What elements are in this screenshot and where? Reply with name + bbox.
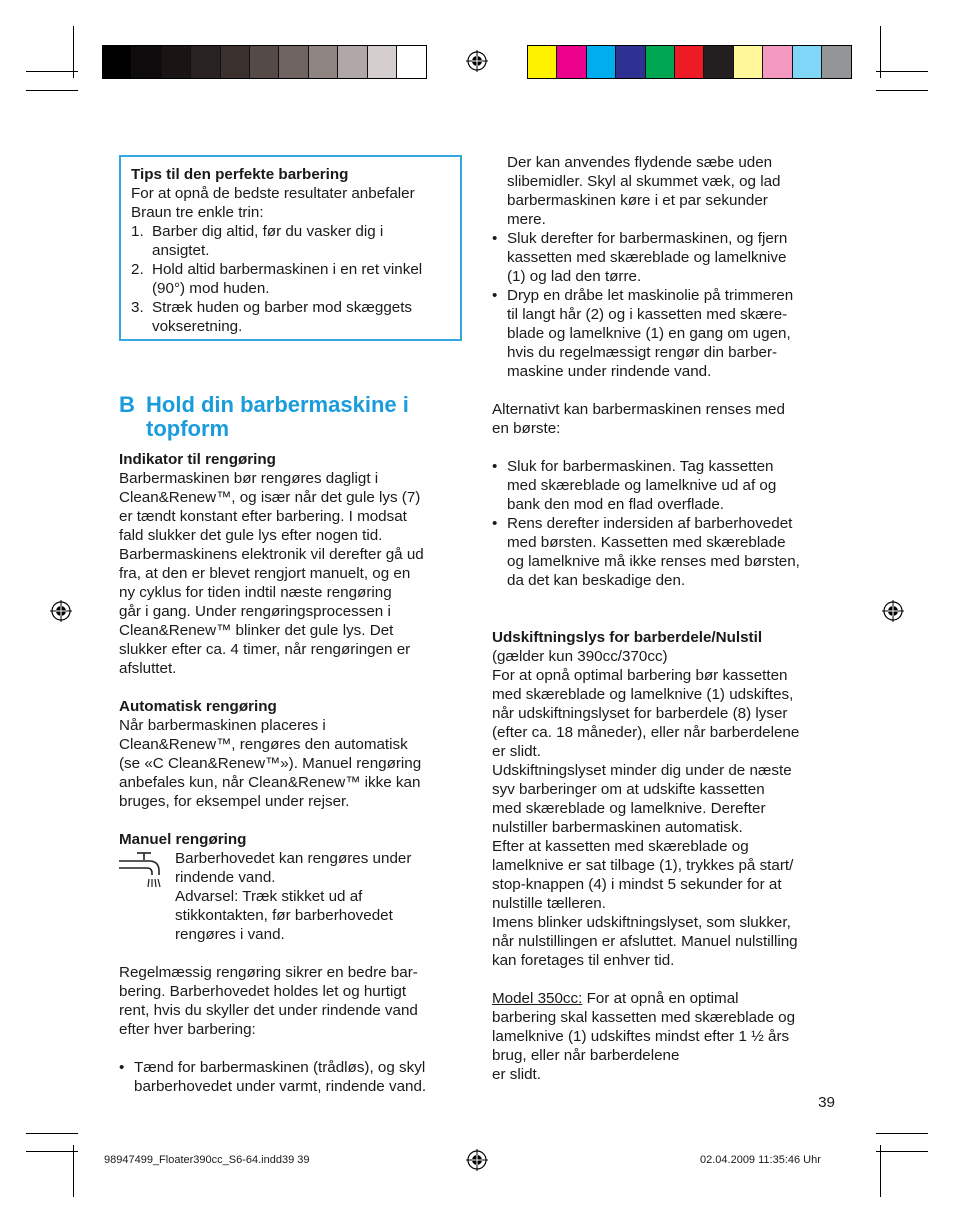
tips-box [119,155,462,341]
text-line: nulstiller barbermaskinen automatisk. [492,819,743,836]
bullet-line: blade og lamelknive (1) en gang om ugen, [507,325,791,342]
tips-step [131,260,450,298]
right-bullet-list-b [492,457,837,590]
bullet-line: • Sluk for barbermaskinen. Tag kassetten [507,458,774,475]
alternative-text [492,400,837,438]
color-swatch [763,46,792,78]
footer-date: 02.04.2009 11:35:46 Uhr [700,1154,821,1166]
text-line: er slidt. [492,1066,541,1083]
color-swatch [793,46,822,78]
text-line: Advarsel: Træk stikket ud af [175,888,363,905]
color-swatch [704,46,733,78]
bullet-line: • Dryp en dråbe let maskinolie på trimmeren [507,287,794,304]
bullet-line: • Sluk derefter for barbermaskinen, og fjern [507,230,788,247]
text-line: (gælder kun 390cc/370cc) [492,648,668,665]
registration-mark-icon [50,600,72,622]
gray-swatch [397,46,426,78]
left-bullet-list [119,1058,464,1096]
text-line: bruges, for eksempel under rejser. [119,793,350,810]
text-line: Clean&Renew™, rengøres den automatisk [119,736,408,753]
bullet-line: kassetten med skæreblade og lamelknive [507,249,787,266]
text-line: lamelknive (1) udskiftes mindst efter 1 ½ års [492,1028,790,1045]
gray-swatch [309,46,338,78]
text-line: For at opnå optimal barbering bør kassetten [492,667,788,684]
udskift-text [492,647,837,970]
crop-mark [26,1151,78,1152]
right-bullet-list-a [492,229,837,381]
model-text [492,1008,837,1084]
tips-steps [131,222,450,336]
tips-intro [131,184,450,222]
section-title-line: topform [146,416,230,441]
color-swatch [528,46,557,78]
automatisk-text [119,716,464,811]
text-line: bering. Barberhovedet holdes let og hurtigt [119,983,407,1000]
bullet-line: hvis du regelmæssigt rengør din barber- [507,344,778,361]
udskift-title: Udskiftningslys for barberdele/Nulstil [492,629,763,646]
text-line: Barberhovedet kan rengøres under [175,850,412,867]
bullet-line: da det kan beskadige den. [507,572,686,589]
step-line: Hold altid barbermaskinen i en ret vinkel [152,261,423,278]
text-line: (efter ca. 18 måneder), eller når barberdelene [492,724,800,741]
text-line: Barbermaskinen bør rengøres dagligt i [119,470,379,487]
text-line: slibemidler. Skyl al skummet væk, og lad [507,173,781,190]
text-line: Clean&Renew™ blinker det gule lys. Det [119,622,394,639]
crop-mark [876,1133,928,1134]
text-line: fra, at den er blevet rengjort manuelt, og en [119,565,411,582]
text-line: slukker efter ca. 4 timer, når rengøringen er [119,641,411,658]
model-first-line-rest: For at opnå en optimal [582,990,739,1007]
step-line: Stræk huden og barber mod skæggets [152,299,413,316]
model-first-line [492,989,837,1008]
bullet-line: bank den mod en flad overflade. [507,496,724,513]
registration-mark-icon [466,1149,488,1171]
crop-mark [26,71,78,72]
text-line: Imens blinker udskiftningslyset, som slukker, [492,914,791,931]
text-line: barbermaskinen køre i et par sekunder [507,192,768,209]
indikator-text [119,469,464,678]
manuel-text [175,849,464,944]
step-line: vokseretning. [152,318,243,335]
gray-swatch [191,46,220,78]
color-swatch [734,46,763,78]
text-line: afsluttet. [119,660,177,677]
gray-swatch [368,46,397,78]
text-line: anbefales kun, når Clean&Renew™ ikke kan [119,774,421,791]
text-line: går i gang. Under rengøringsprocessen i [119,603,391,620]
text-line: mere. [507,211,546,228]
color-swatch [675,46,704,78]
bullet-line: til langt hår (2) og i kassetten med skære- [507,306,788,323]
manuel-title: Manuel rengøring [119,831,247,848]
text-line: lamelknive er sat tilbage (1), trykkes på start/ [492,857,794,874]
gray-swatch [221,46,250,78]
section-letter: B [119,392,135,417]
step-number: 2. [131,261,144,278]
text-line: stikkontakten, før barberhovedet [175,907,393,924]
color-swatch [616,46,645,78]
faucet-rinse-icon [119,851,169,891]
text-line: fald slukker det gule lys efter nogen tid. [119,527,383,544]
color-swatch [557,46,586,78]
text-line: er slidt. [492,743,541,760]
text-line: rent, hvis du skyller det under rindende vand [119,1002,418,1019]
registration-mark-icon [466,50,488,72]
bullet-line: • Rens derefter indersiden af barberhovedet [507,515,793,532]
gray-swatch [132,46,161,78]
crop-mark [880,1145,881,1197]
text-line: kan foretages til enhver tid. [492,952,675,969]
text-line: stop-knappen (4) i mindst 5 sekunder for at [492,876,782,893]
text-line: er tændt konstant efter barbering. I modsat [119,508,407,525]
tips-step [131,298,450,336]
right-column [492,153,837,1084]
color-swatch [822,46,851,78]
crop-mark [73,1145,74,1197]
regular-text [119,963,464,1039]
tips-step [131,222,450,260]
bullet-line: og lamelknive må ikke renses med børsten, [507,553,800,570]
gray-swatch [338,46,367,78]
crop-mark [26,1133,78,1134]
step-line: ansigtet. [152,242,210,259]
grayscale-swatch-bar [102,45,427,79]
text-line: Efter at kassetten med skæreblade og [492,838,749,855]
page-number: 39 [818,1094,835,1111]
step-line: (90°) mod huden. [152,280,270,297]
text-line: når nulstillingen er afsluttet. Manuel nulstilling [492,933,798,950]
text-line: med skæreblade og lamelknive. Derefter [492,800,766,817]
section-heading [119,393,459,441]
text-line: Alternativt kan barbermaskinen renses med [492,401,785,418]
list-item [119,1058,464,1096]
bullet-line: • Tænd for barbermaskinen (trådløs), og skyl [134,1059,426,1076]
text-line: Når barbermaskinen placeres i [119,717,326,734]
bullet-line: barberhovedet under varmt, rindende vand. [134,1078,427,1095]
text-line: Regelmæssig rengøring sikrer en bedre bar- [119,964,418,981]
text-line: Der kan anvendes flydende sæbe uden [507,154,773,171]
crop-mark [876,1151,928,1152]
registration-mark-icon [882,600,904,622]
text-line: med skæreblade og lamelknive (1) udskiftes, [492,686,794,703]
footer-file: 98947499_Floater390cc_S6-64.indd39 39 [104,1154,310,1166]
text-line: Barbermaskinens elektronik vil derefter gå ud [119,546,424,563]
text-line: syv barberinger om at udskifte kassetten [492,781,765,798]
step-number: 3. [131,299,144,316]
color-swatch [646,46,675,78]
bullet-line: (1) og lad den tørre. [507,268,642,285]
text-line: en børste: [492,420,561,437]
text-line: ny cyklus for tiden indtil næste rengøring [119,584,392,601]
bullet-line: med skæreblade og lamelknive ud af og [507,477,777,494]
text-line: Clean&Renew™, og især når det gule lys (7) [119,489,421,506]
text-line: rengøres i vand. [175,926,285,943]
crop-mark [876,71,928,72]
text-line: nulstille tælleren. [492,895,606,912]
tips-intro-line: Braun tre enkle trin: [131,204,264,221]
gray-swatch [103,46,132,78]
gray-swatch [279,46,308,78]
indikator-title: Indikator til rengøring [119,451,276,468]
continued-text [492,153,837,229]
step-number: 1. [131,223,144,240]
manuel-block [119,849,464,944]
text-line: rindende vand. [175,869,276,886]
bullet-line: maskine under rindende vand. [507,363,712,380]
gray-swatch [162,46,191,78]
model-label: Model 350cc: [492,990,583,1007]
step-line: Barber dig altid, før du vasker dig i [152,223,384,240]
text-line: efter hver barbering: [119,1021,256,1038]
list-item [492,514,837,590]
gray-swatch [250,46,279,78]
list-item [492,286,837,381]
crop-mark [26,90,78,91]
tips-intro-line: For at opnå de bedste resultater anbefaler [131,185,415,202]
text-line: brug, eller når barberdelene [492,1047,680,1064]
text-line: Udskiftningslyset minder dig under de næste [492,762,792,779]
text-line: (se «C Clean&Renew™»). Manuel rengøring [119,755,422,772]
color-swatch-bar [527,45,852,79]
bullet-line: med børsten. Kassetten med skæreblade [507,534,786,551]
list-item [492,229,837,286]
left-column [119,450,464,1096]
section-title-line: Hold din barbermaskine i [146,392,409,417]
tips-title: Tips til den perfekte barbering [131,166,349,183]
text-line: når udskiftningslyset for barberdele (8) lyser [492,705,788,722]
color-swatch [587,46,616,78]
text-line: barbering skal kassetten med skæreblade og [492,1009,796,1026]
crop-mark [876,90,928,91]
list-item [492,457,837,514]
automatisk-title: Automatisk rengøring [119,698,277,715]
